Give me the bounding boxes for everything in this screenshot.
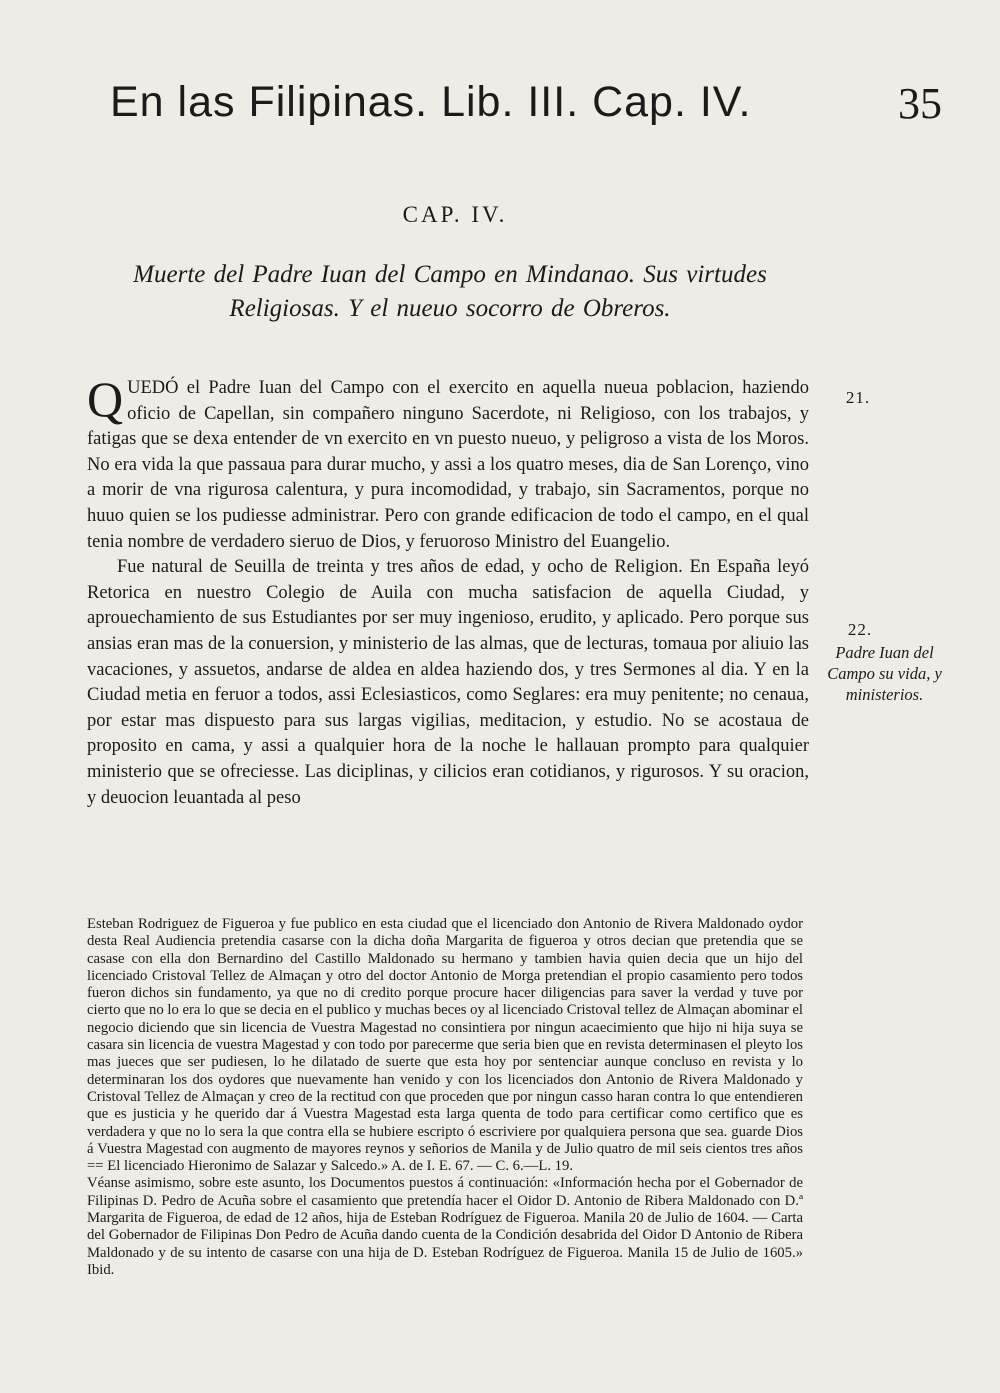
drop-cap: Q bbox=[87, 371, 124, 427]
paragraph-22: Fue natural de Seuilla de treinta y tres años de edad, y ocho de Religion. En España leyó Retorica en nuestro Colegio de Auila con mucha satisfacion de aquella Ciudad, y aprouechamiento de sus Estudiantes por ser muy ingenioso, erudito, y aplicado. Pero porque sus ansias eran mas de la conuersion, y ministerio de las almas, que de lecturas, tomaua por aliuio las vacaciones, y assuetos, andarse de aldea en aldea haziendo dos, y tres Sermones al dia. Y en la Ciudad metia en feruor a todos, assi Eclesiasticos, como Seglares: era muy penitente; no cenaua, por estar mas dispuesto para sus largas vigilias, meditacion, y estudio. No se acostaua de proposito en cama, y assi a qualquier hora de la noche le hallauan prompto para qualquier ministerio que se ofreciesse. Las diciplinas, y cilicios eran cotidianos, y rigurosos. Y su oracion, y deuocion leuantada al peso bbox=[87, 557, 809, 808]
footnote-paragraph-2: Véanse asimismo, sobre este asunto, los Documentos puestos á continuación: «Información hecha por el Gobernador de Filipinas D. Pedro de Acuña sobre el casamiento que pretendía hacer el Oidor D. Antonio de Ribera Maldonado con D.ª Margarita de Figueroa, de edad de 12 años, hija de Esteban Rodríguez de Figueroa. Manila 20 de Julio de 1604. — Carta del Gobernador de Filipinas Don Pedro de Acuña dando cuenta de la Condición desabrida del Oidor D Antonio de Ribera Maldonado y de su intento de casarse con una hija de D. Esteban Rodríguez de Figueroa. Manila 15 de Julio de 1605.» Ibid. bbox=[87, 1175, 803, 1278]
chapter-subtitle-line2: Religiosas. Y el nueuo socorro de Obreros. bbox=[229, 295, 671, 322]
body-text bbox=[87, 371, 809, 811]
opening-word: UEDÓ bbox=[127, 378, 179, 398]
chapter-subtitle-line1: Muerte del Padre Iuan del Campo en Mindanao. Sus virtudes bbox=[133, 261, 767, 288]
margin-note-22-description: Padre Iuan del Campo su vida, y ministerios. bbox=[827, 643, 942, 704]
page-number: 35 bbox=[898, 79, 942, 128]
chapter-subtitle bbox=[85, 258, 815, 326]
footnote-paragraph-1: Esteban Rodriguez de Figueroa y fue publico en esta ciudad que el licenciado don Antonio de Rivera Maldonado oydor desta Real Audiencia pretendia casarse con la dicha doña Margarita de figueroa y otros decian que pretendia que se casase con ella don Bernardino del Castillo Maldonado su hermano y tambien havia quien decia que un hijo del licenciado Cristoval Tellez de Almaçan y otro del doctor Antonio de Morga pretendian el propio casamiento pero todos fueron dichos sin fundamento, ya que no di credito porque procure hacer diligencias para saver la verdad y tuve por cierto que no lo era lo que se decia en el publico y muchas beces oy al licenciado Cristoval tellez de Almaçan abominar el negocio diciendo que sin licencia de Vuestra Magestad no consintiera por ningun acaecimiento que hijo ni hija suya se casara sin licencia de vuestra Magestad y con todo por parecerme que seria bien que en revista determinasen el pleyto los mas jueces que ser pudiesen, lo he dilatado de suerte que esta hoy por sentenciar aunque concluso en revista y lo determinaran los dos oydores que nuevamente han venido y con los licenciados don Antonio de Rivera Maldonado y Cristoval Tellez de Almaçan y creo de la rectitud con que proceden que por ningun casso haran contra lo que entendieren que es justicia y he querido dar á Vuestra Magestad esta larga quenta de todo para certificar como certifico que es verdadera y que no lo sera la que contra ella se hubiere escripto ó escriviere por qualquiera persona que sea. guarde Dios á Vuestra Magestad con augmento de mayores reynos y señorios de Manila y de Julio quatro de mil seis cientos tres años == El licenciado Hieronimo de Salazar y Salcedo.» A. de I. E. 67. — C. 6.—L. 19. bbox=[87, 916, 803, 1175]
footnote-block bbox=[87, 916, 803, 1279]
paragraph-21 bbox=[87, 371, 809, 555]
running-header: En las Filipinas. Lib. III. Cap. IV. bbox=[110, 78, 752, 126]
margin-note-22: 22. bbox=[847, 620, 873, 639]
paragraph-21-text: el Padre Iuan del Campo con el exercito en aquella nueua poblacion, haziendo oficio de Capellan, sin compañero ninguno Sacerdote, ni Religioso, con los trabajos, y fatigas que se dexa entender de vn exercito en vn puesto nueuo, y peligroso a vista de los Moros. No era vida la que passaua para durar mucho, y assi a los quatro meses, dia de San Lorenço, vino a morir de vna rigurosa calentura, y pura incomodidad, y trabajo, sin Sacramentos, porque no huuo quien se los pudiesse administrar. Pero con grande edificacion de todo el campo, en el qual tenia nombre de verdadero sieruo de Dios, y feruoroso Ministro del Euangelio. bbox=[87, 378, 809, 552]
margin-note-21: 21. bbox=[845, 388, 871, 407]
chapter-heading: CAP. IV. bbox=[402, 202, 508, 227]
